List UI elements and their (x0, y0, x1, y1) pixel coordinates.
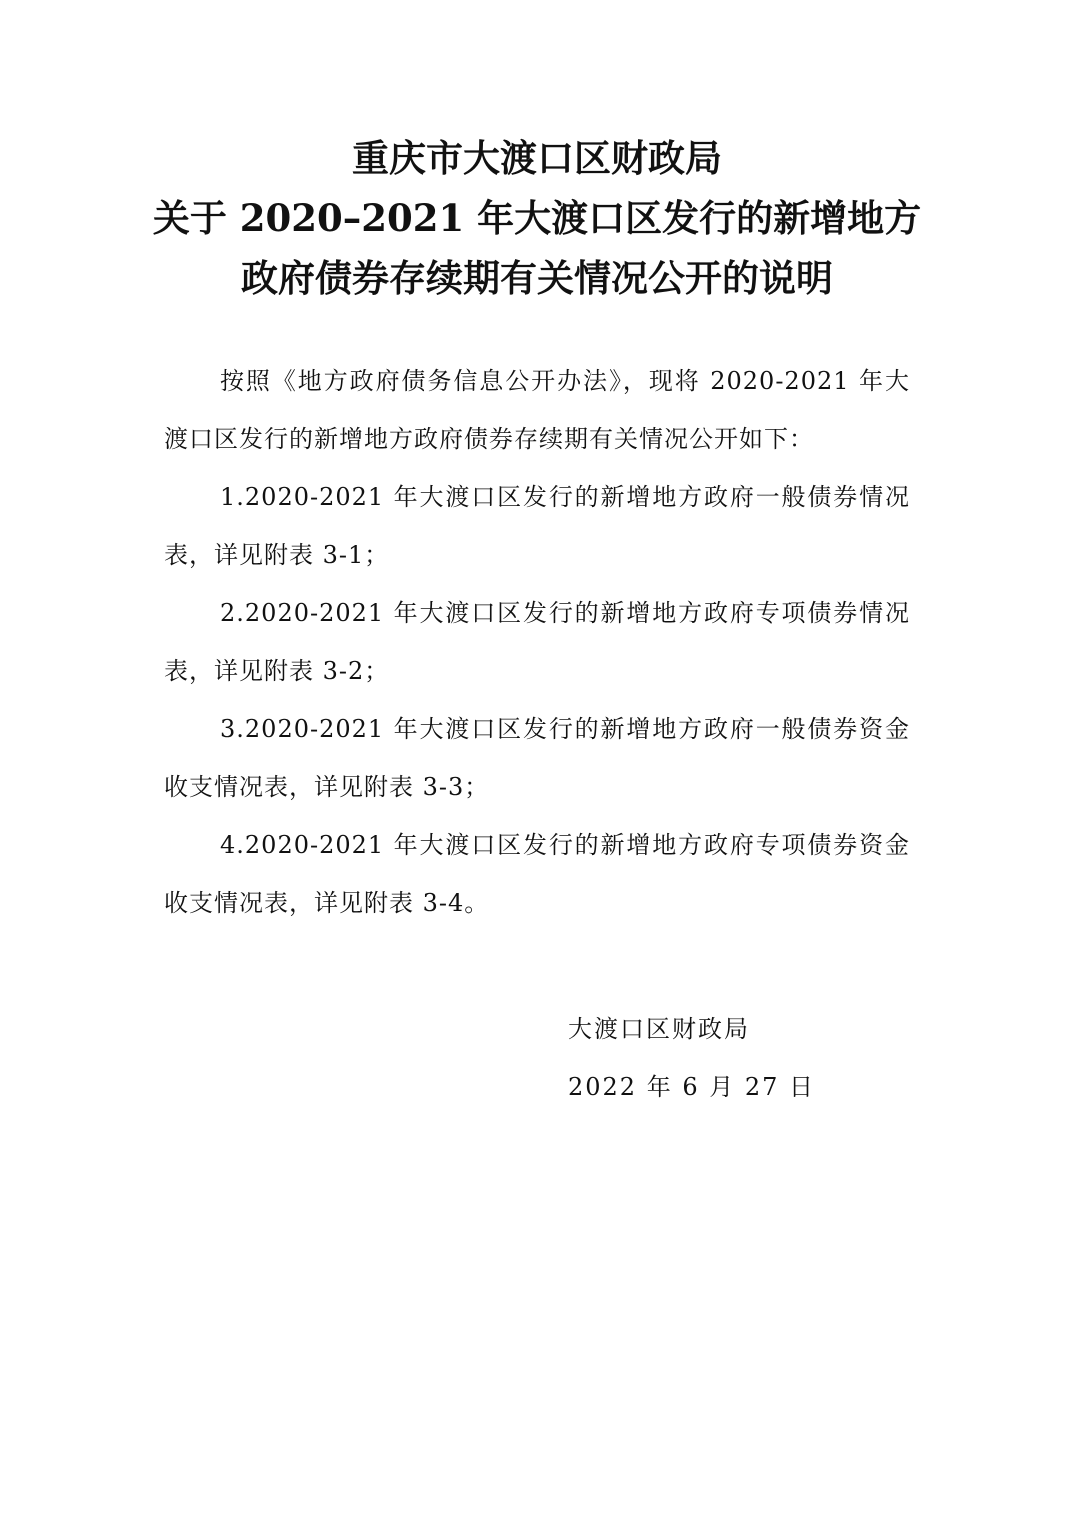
list-item-4: 4.2020-2021 年大渡口区发行的新增地方政府专项债券资金收支情况表，详见附表 3-4。 (164, 831, 910, 917)
list-item-3: 3.2020-2021 年大渡口区发行的新增地方政府一般债券资金收支情况表，详见附表 3-3； (164, 715, 910, 801)
issuer-name: 大渡口区财政局 (568, 1015, 750, 1043)
list-item-1: 1.2020-2021 年大渡口区发行的新增地方政府一般债券情况表，详见附表 3-1； (164, 483, 910, 569)
intro-paragraph: 按照《地方政府债务信息公开办法》，现将 2020-2021 年大渡口区发行的新增地方政府债券存续期有关情况公开如下： (164, 367, 910, 453)
title-line-2: 关于 2020–2021 年大渡口区发行的新增地方 (152, 196, 922, 240)
document-title (0, 128, 1074, 308)
title-line-1: 重庆市大渡口区财政局 (352, 136, 722, 180)
title-line-3: 政府债券存续期有关情况公开的说明 (241, 256, 833, 300)
issue-date: 2022 年 6 月 27 日 (568, 1073, 816, 1101)
list-item-2: 2.2020-2021 年大渡口区发行的新增地方政府专项债券情况表，详见附表 3-2； (164, 599, 910, 685)
signature-block (568, 1000, 815, 1116)
document-body (164, 352, 910, 932)
